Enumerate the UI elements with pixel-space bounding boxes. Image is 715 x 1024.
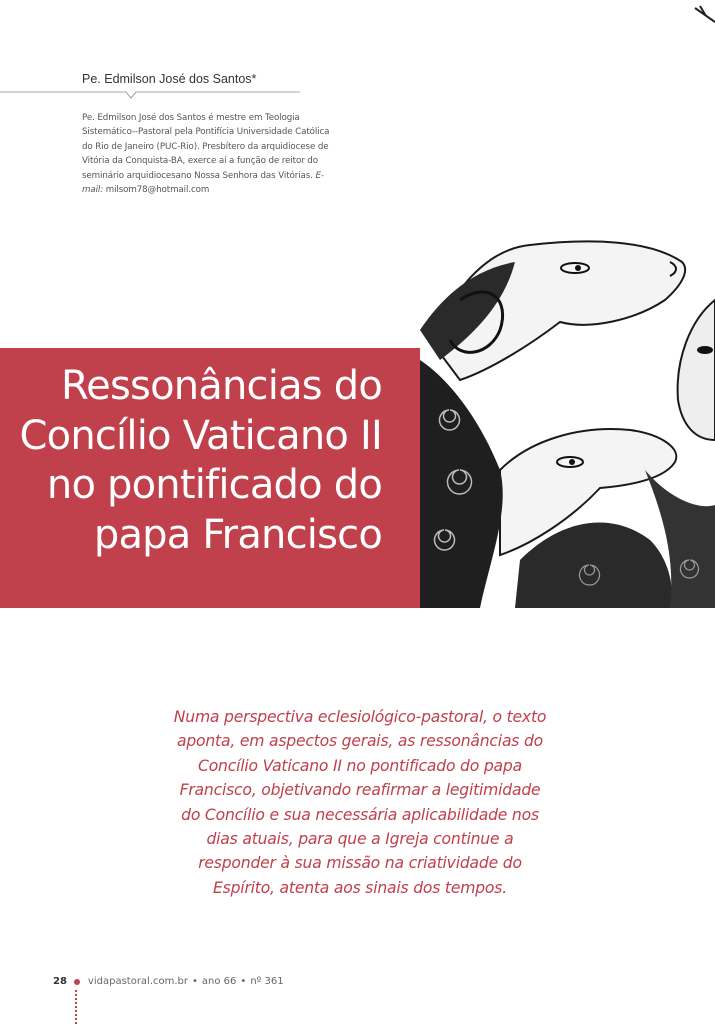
author-bio [82,111,342,197]
footer-dot [74,979,80,985]
sheep-heads-illustration [420,0,715,608]
author-name: Pe. Edmilson José dos Santos* [82,72,257,86]
footer-year: ano 66 [201,976,237,987]
footer-bullet: • [192,976,198,987]
author-bio-text: Pe. Edmilson José dos Santos é mestre em Teologia Sistemático--Pastoral pela Pontifícia Universidade Católica do Rio de Janeiro (PUC-Rio). Presbítero da arquidiocese de Vitória da Conquista-BA, exerce aí a função de reitor do seminário arquidiocesano Nossa Senhora das Vitórias. [82,113,330,181]
article-abstract: Numa perspectiva eclesiológico-pastoral, o texto aponta, em aspectos gerais, as ressonâncias do Concílio Vaticano II no pontificado do papa Francisco, objetivando reafirmar a legitimidade do Concílio e sua necessária aplicabilidade nos dias atuais, para que a Igreja continue a responder à sua missão na criatividade do Espírito, atenta aos sinais dos tempos. [173,708,547,897]
email-label: E-mail: [82,170,324,196]
author-divider [0,86,300,100]
author-email: milsom78@hotmail.com [103,185,210,196]
title-band [0,348,420,608]
footer-site-link[interactable]: vidapastoral.com.br [87,976,189,987]
page-number: 28 [53,976,67,987]
footer-issue: nº 361 [250,976,284,987]
footer-bullet: • [240,976,247,987]
page-footer [53,976,284,987]
footer-dotted-line [75,990,77,1024]
article-title: Ressonâncias do Concílio Vaticano II no pontificado do papa Francisco [19,363,382,558]
